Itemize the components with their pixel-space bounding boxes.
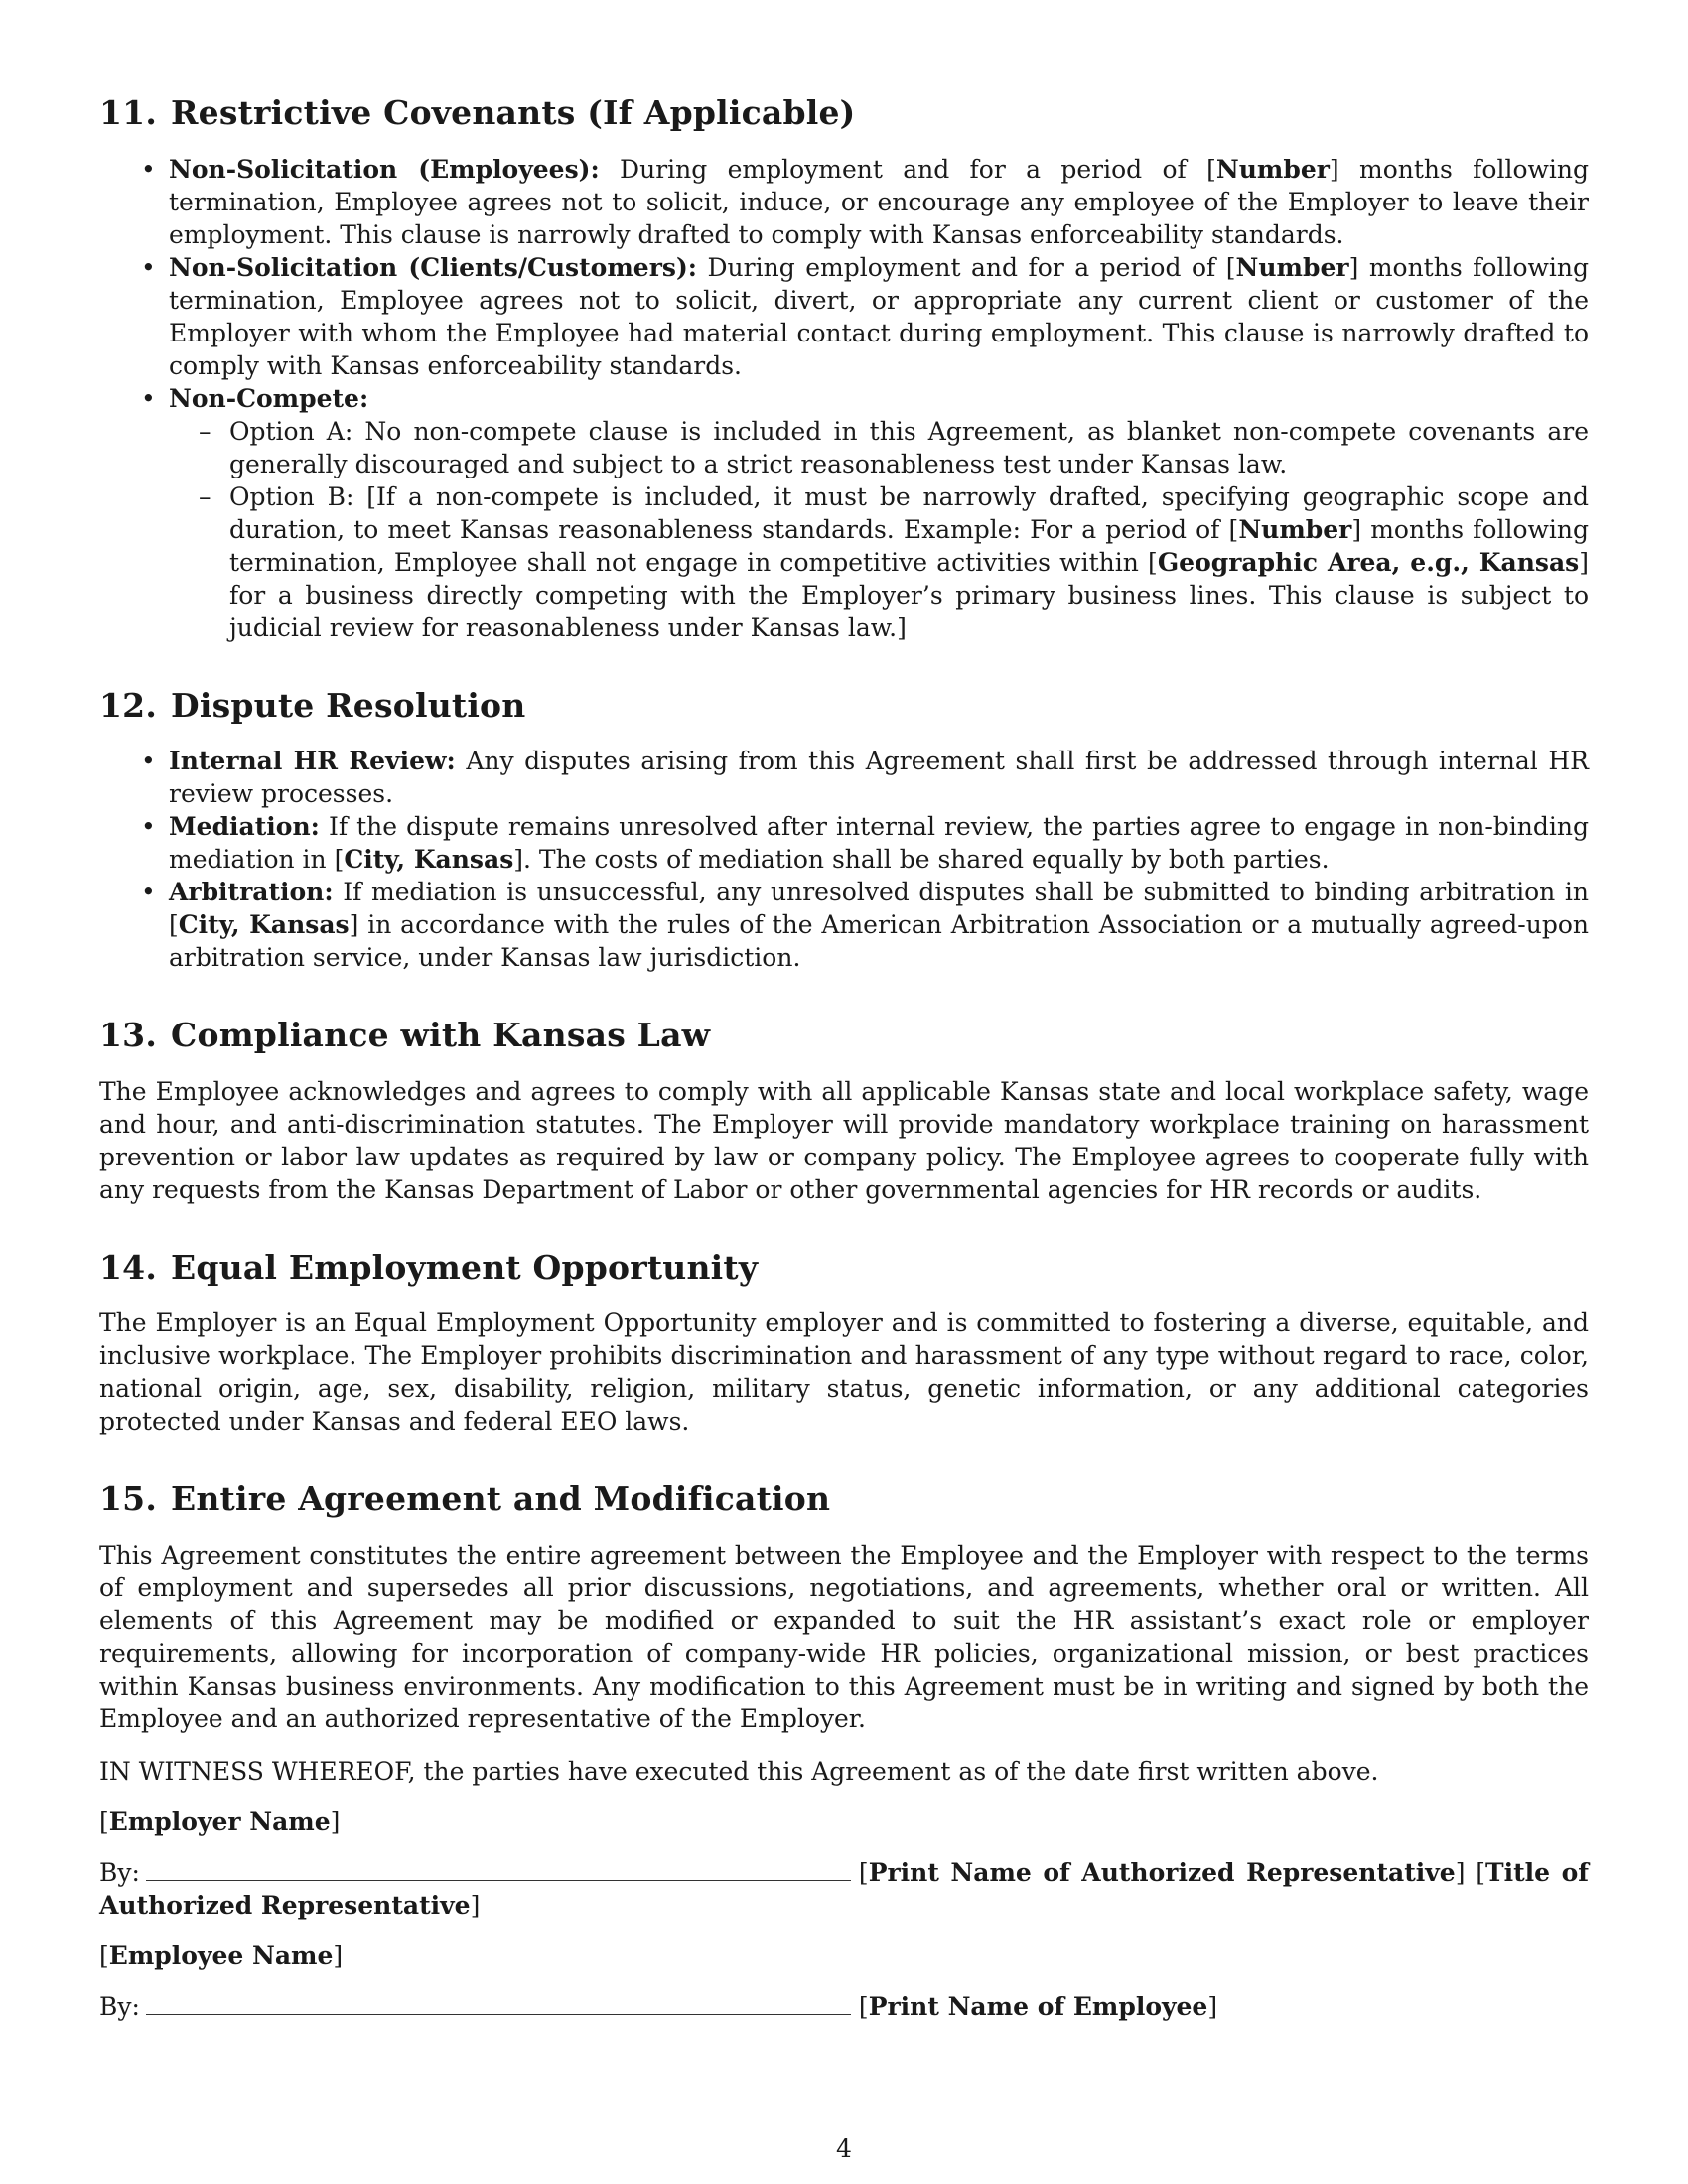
document-content (99, 93, 1589, 2023)
section-number: 14. (99, 1247, 158, 1287)
employee-signature-line: By: [Print Name of Employee] (99, 1988, 1589, 2023)
item-text: ] months following termination, Employee agrees not to solicit, divert, or appropriate any current client or customer of the Employer with whom the Employee had material contact during employment. This clause is narrowly drafted to comply with Kansas enforceability standards. (169, 252, 1590, 380)
placeholder-city: City, Kansas (344, 845, 514, 875)
section-heading (99, 1479, 1589, 1519)
list-item-nonsolicitation-clients (141, 251, 1590, 382)
bullet-icon: • (141, 252, 156, 282)
employee-signature-field[interactable] (146, 1988, 851, 2015)
section-title: Dispute Resolution (171, 685, 526, 725)
item-label: Non-Solicitation (Clients/Customers): (169, 252, 698, 282)
by-label: By: (99, 1991, 140, 2021)
placeholder-number: Number (1215, 154, 1330, 184)
section-dispute-resolution (99, 686, 1589, 975)
dash-icon: – (199, 416, 211, 446)
section-title: Entire Agreement and Modification (171, 1479, 831, 1519)
item-text: If the dispute remains unresolved after internal review, the parties agree to engage in non-binding mediation in [ (169, 812, 1589, 875)
section-title: Compliance with Kansas Law (171, 1016, 711, 1055)
section-body: The Employer is an Equal Employment Opportunity employer and is committed to fostering a diverse, equitable, and inclusive workplace. The Employer prohibits discrimination and harassment of any type without regard to race, color, national origin, age, sex, disability, religion, military status, genetic information, or any additional categories protected under Kansas and federal EEO laws. (99, 1308, 1589, 1436)
section-equal-employment (99, 1248, 1589, 1438)
sub-item-option-b (199, 480, 1590, 644)
item-text: ] months following termination, Employee agrees not to solicit, induce, or encourage any employee of the Employer to leave their employment. This clause is narrowly drafted to comply with Kansas enforceability standards. (169, 154, 1590, 249)
section-number: 11. (99, 93, 158, 132)
item-text: If mediation is unsuccessful, any unresolved disputes shall be submitted to binding arbitration in [ (169, 878, 1589, 940)
item-label: Internal HR Review: (169, 747, 456, 776)
employer-title-placeholder: Title of Authorized Representative (99, 1857, 1589, 1920)
section-body: The Employee acknowledges and agrees to comply with all applicable Kansas state and local workplace safety, wage and hour, and anti-discrimination statutes. The Employer will provide mandatory workplace training on harassment prevention or labor law updates as required by law or company policy. The Employee agrees to cooperate fully with any requests from the Kansas Department of Labor or other governmental agencies for HR records or audits. (99, 1076, 1589, 1204)
item-label: Arbitration: (169, 878, 334, 907)
item-text: ] in accordance with the rules of the American Arbitration Association or a mutually agreed-upon arbitration service, under Kansas law jurisdiction. (169, 910, 1589, 973)
section-restrictive-covenants (99, 93, 1589, 644)
bullet-icon: • (141, 154, 156, 184)
section-number: 15. (99, 1479, 158, 1519)
item-text: During employment and for a period of [ (599, 154, 1216, 184)
bullet-icon: • (141, 878, 156, 907)
list-item-arbitration (141, 876, 1589, 974)
sub-item-option-a (199, 415, 1589, 480)
placeholder-number: Number (1235, 252, 1349, 282)
section-heading (99, 1016, 1589, 1055)
employee-name-line: [Employee Name] (99, 1940, 344, 1970)
bullet-icon: • (141, 383, 156, 413)
list-item-nonsolicitation-employees (141, 153, 1590, 251)
item-label: Non-Solicitation (Employees): (169, 154, 600, 184)
bullet-icon: • (141, 812, 156, 842)
section-body: This Agreement constitutes the entire agreement between the Employee and the Employer with respect to the terms of employment and supersedes all prior discussions, negotiations, and agreements, whether oral or written. All elements of this Agreement may be modified or expanded to suit the HR assistant’s exact role or employer requirements, allowing for incorporation of company-wide HR policies, organizational mission, or best practices within Kansas business environments. Any modification to this Agreement must be in writing and signed by both the Employee and an authorized representative of the Employer. (99, 1540, 1589, 1733)
item-text: ]. The costs of mediation shall be shared equally by both parties. (513, 845, 1330, 875)
employer-signature-field[interactable] (146, 1854, 851, 1881)
section-number: 13. (99, 1016, 158, 1055)
item-text: Option A: No non-compete clause is included in this Agreement, as blanket non-compete covenants are generally discouraged and subject to a strict reasonableness test under Kansas law. (229, 416, 1589, 478)
bullet-list (99, 745, 1589, 974)
dash-icon: – (199, 481, 211, 511)
placeholder-number: Number (1238, 514, 1352, 544)
employer-name-line: [Employer Name] (99, 1806, 341, 1836)
document-page (99, 93, 1589, 2040)
list-item-non-compete (141, 382, 1590, 644)
placeholder-city: City, Kansas (178, 910, 350, 940)
item-text: Any disputes arising from this Agreement shall first be addressed through internal HR review processes. (169, 747, 1589, 809)
section-heading (99, 93, 1589, 133)
employee-name-placeholder: Employee Name (108, 1940, 334, 1970)
employee-print-name-placeholder: Print Name of Employee (868, 1991, 1208, 2021)
item-text: ] months following termination, Employee shall not engage in competitive activities within [ (229, 514, 1590, 577)
section-compliance-kansas-law (99, 1016, 1589, 1206)
employer-name-placeholder: Employer Name (108, 1806, 331, 1836)
item-label: Mediation: (169, 812, 320, 842)
section-number: 12. (99, 685, 158, 725)
page-number: 4 (836, 2134, 852, 2163)
section-title: Restrictive Covenants (If Applicable) (171, 93, 856, 132)
section-title: Equal Employment Opportunity (171, 1247, 759, 1287)
bullet-list (99, 153, 1589, 644)
witness-statement: IN WITNESS WHEREOF, the parties have executed this Agreement as of the date first written above. (99, 1756, 1379, 1786)
item-text: ] for a business directly competing with the Employer’s primary business lines. This clause is subject to judicial review for reasonableness under Kansas law.] (229, 547, 1590, 642)
placeholder-geographic-area: Geographic Area, e.g., Kansas (1157, 547, 1580, 577)
item-text: During employment and for a period of [ (697, 252, 1236, 282)
signature-block (99, 1755, 1589, 2023)
sub-list (169, 415, 1589, 644)
bullet-icon: • (141, 747, 156, 776)
section-heading (99, 1248, 1589, 1288)
item-label: Non-Compete: (169, 383, 369, 413)
by-label: By: (99, 1857, 140, 1887)
employer-signature-line: By: [Print Name of Authorized Representative] [Title of Authorized Representative] (99, 1854, 1589, 1922)
item-text: Option B: [If a non-compete is included, it must be narrowly drafted, specifying geographic scope and duration, to meet Kansas reasonableness standards. Example: For a period of [ (229, 481, 1589, 544)
section-heading (99, 686, 1589, 726)
section-entire-agreement (99, 1479, 1589, 1735)
list-item-internal-hr-review (141, 745, 1589, 810)
list-item-mediation (141, 810, 1589, 876)
employer-print-name-placeholder: Print Name of Authorized Representative (868, 1857, 1456, 1887)
